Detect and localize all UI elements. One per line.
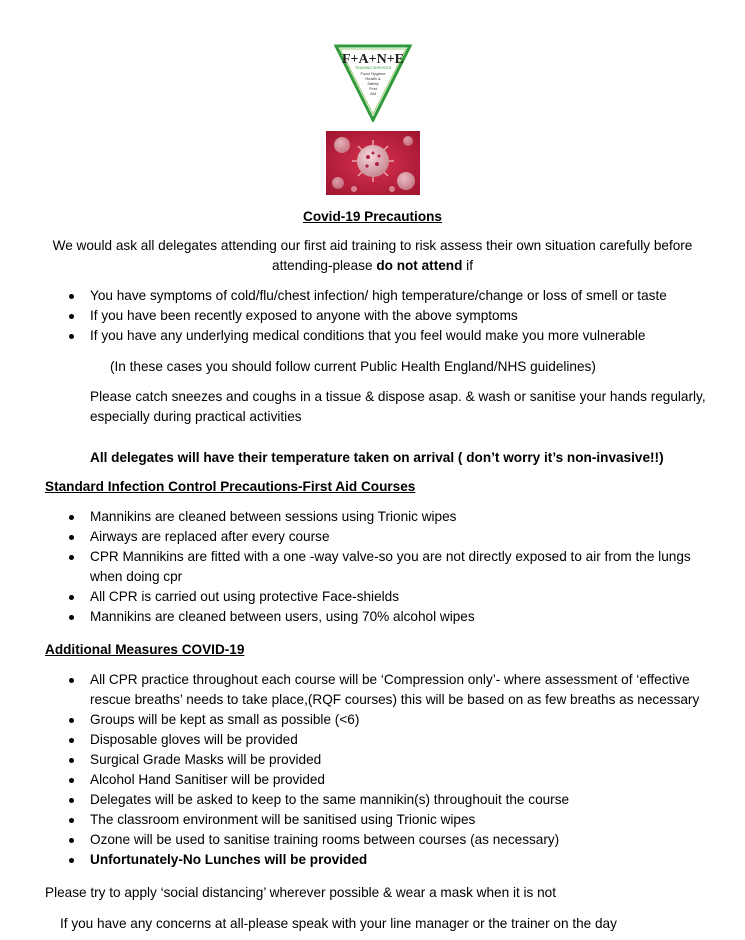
intro-paragraph: We would ask all delegates attending our first aid training to risk assess their own situation carefully before attending-please do not attend if [52, 238, 693, 273]
temperature-notice: All delegates will have their temperature taken on arrival ( don’t worry it’s non-invasive!!) [90, 450, 664, 465]
svg-text:Food Hygiene: Food Hygiene [360, 71, 386, 76]
social-distancing-text: Please try to apply ‘social distancing’ wherever possible & wear a mask when it is not [45, 885, 557, 900]
svg-text:Health &: Health & [365, 76, 381, 81]
symptoms-list [70, 286, 710, 346]
list-item: Delegates will be asked to keep to the same mannikin(s) throughouit the course [70, 790, 710, 810]
list-item: If you have any underlying medical conditions that you feel would make you more vulnerable [70, 326, 710, 346]
list-item: Groups will be kept as small as possible (<6) [70, 710, 710, 730]
list-item: You have symptoms of cold/flu/chest infection/ high temperature/change or loss of smell or taste [70, 286, 710, 306]
list-item: All CPR practice throughout each course will be ‘Compression only’- where assessment of ‘effective rescue breaths’ needs to take place,(RQF courses) this will be based on as few breaths as necessary [70, 670, 710, 710]
list-item: The classroom environment will be sanitised using Trionic wipes [70, 810, 710, 830]
list-item: Mannikins are cleaned between sessions using Trionic wipes [70, 507, 700, 527]
list-item: CPR Mannikins are fitted with a one -way valve-so you are not directly exposed to air from the lungs when doing cpr [70, 547, 700, 587]
guidelines-note: (In these cases you should follow current Public Health England/NHS guidelines) [110, 359, 596, 374]
hygiene-paragraph: Please catch sneezes and coughs in a tissue & dispose asap. & wash or sanitise your hands regularly, especially during practical activities [90, 389, 706, 424]
fane-logo [334, 44, 412, 122]
list-item: Disposable gloves will be provided [70, 730, 710, 750]
concerns-text: If you have any concerns at all-please speak with your line manager or the trainer on the day [60, 916, 617, 931]
svg-text:First: First [369, 86, 377, 91]
standard-heading: Standard Infection Control Precautions-First Aid Courses [45, 479, 416, 494]
standard-list [70, 507, 700, 627]
list-item: If you have been recently exposed to anyone with the above symptoms [70, 306, 710, 326]
list-item: Airways are replaced after every course [70, 527, 700, 547]
logo-text: F+A+N+E [341, 52, 405, 67]
logo-subtitle: TRAINING SERVICES [354, 66, 392, 70]
svg-text:Safety: Safety [367, 81, 379, 86]
additional-heading: Additional Measures COVID-19 [45, 642, 245, 657]
coronavirus-image [326, 131, 420, 195]
list-item: Alcohol Hand Sanitiser will be provided [70, 770, 710, 790]
list-item: Mannikins are cleaned between users, using 70% alcohol wipes [70, 607, 700, 627]
additional-list [70, 670, 710, 870]
list-item: All CPR is carried out using protective Face-shields [70, 587, 700, 607]
list-item: Surgical Grade Masks will be provided [70, 750, 710, 770]
list-item: Ozone will be used to sanitise training rooms between courses (as necessary) [70, 830, 710, 850]
list-item-no-lunches: Unfortunately-No Lunches will be provided [70, 850, 710, 870]
svg-text:Aid: Aid [370, 91, 376, 96]
page-title: Covid-19 Precautions [303, 209, 442, 224]
